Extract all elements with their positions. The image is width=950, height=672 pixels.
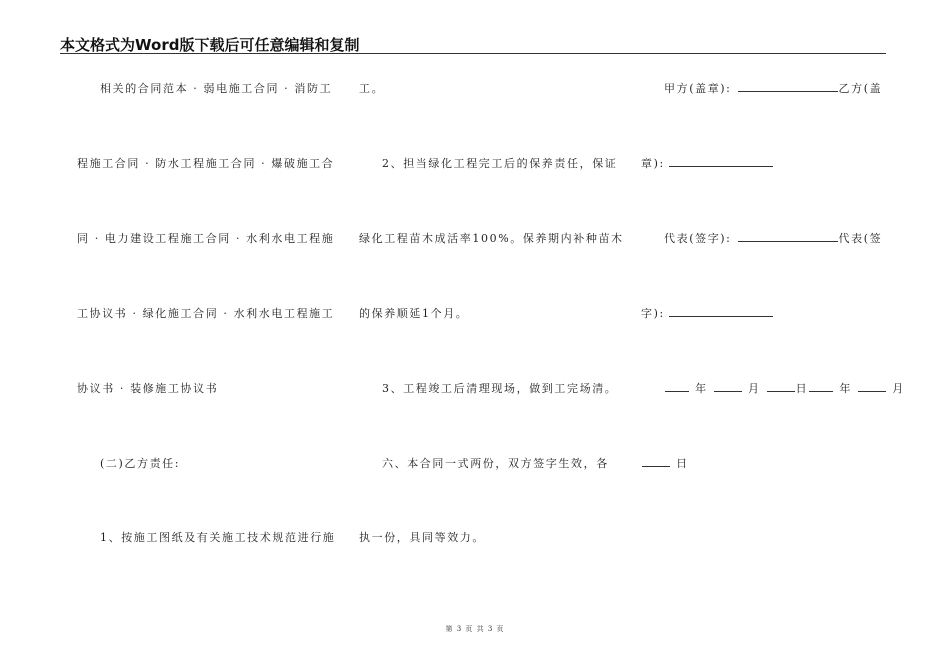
date-line — [664, 380, 905, 396]
col2-line-2: 2、担当绿化工程完工后的保养责任，保证 — [382, 157, 618, 170]
signature-blank — [738, 81, 838, 92]
date-year-label-2: 年 — [839, 382, 852, 395]
party-b-seal-line — [641, 155, 774, 171]
col2-line-4: 的保养顺延1个月。 — [359, 307, 469, 320]
page-footer: 第 3 页 共 3 页 — [445, 625, 505, 633]
date-blank — [714, 381, 742, 392]
signature-blank — [669, 156, 773, 167]
col1-line-5: 协议书 · 装修施工协议书 — [77, 382, 219, 395]
date-blank — [642, 456, 670, 467]
date-year-label: 年 — [695, 382, 708, 395]
signature-blank — [738, 231, 838, 242]
signature-blank — [669, 306, 773, 317]
rep-a-label: 代表(签字): — [664, 232, 732, 245]
party-a-seal-label: 甲方(盖章): — [664, 82, 732, 95]
party-b-seal-cont: 章): — [641, 157, 665, 170]
col1-line-1: 相关的合同范本 · 弱电施工合同 · 消防工 — [100, 82, 333, 95]
col1-line-4: 工协议书 · 绿化施工合同 · 水利水电工程施工 — [77, 307, 335, 320]
rep-b-sign-cont: 字): — [641, 307, 665, 320]
party-a-seal-line — [664, 80, 882, 96]
date-blank — [767, 381, 795, 392]
date-day-label: 日 — [795, 382, 809, 395]
col1-line-6: (二)乙方责任: — [100, 457, 181, 470]
date-blank — [809, 381, 833, 392]
col1-line-3: 同 · 电力建设工程施工合同 · 水利水电工程施 — [77, 232, 335, 245]
date-month-label-2: 月 — [892, 382, 905, 395]
rep-b-label: 代表(签 — [838, 232, 883, 245]
col2-line-1: 工。 — [359, 82, 385, 95]
date-month-label: 月 — [747, 382, 761, 395]
party-b-seal-label: 乙方(盖 — [838, 82, 883, 95]
col2-line-5: 3、工程竣工后清理现场，做到工完场清。 — [382, 382, 618, 395]
representative-line — [664, 230, 882, 246]
page-header-title: 本文格式为Word版下载后可任意编辑和复制 — [60, 36, 360, 54]
col1-line-7: 1、按施工图纸及有关施工技术规范进行施 — [100, 531, 336, 544]
date-blank — [665, 381, 689, 392]
col2-line-7: 执一份，具同等效力。 — [359, 531, 485, 544]
header-rule — [60, 53, 886, 54]
rep-b-sign-line — [641, 305, 774, 321]
col2-line-6: 六、本合同一式两份，双方签字生效，各 — [382, 457, 609, 470]
col1-line-2: 程施工合同 · 防水工程施工合同 · 爆破施工合 — [77, 157, 335, 170]
date-blank — [858, 381, 886, 392]
date-day-label-2: 日 — [676, 457, 689, 470]
date-line-2 — [641, 455, 689, 471]
col2-line-3: 绿化工程苗木成活率100%。保养期内补种苗木 — [359, 232, 624, 245]
